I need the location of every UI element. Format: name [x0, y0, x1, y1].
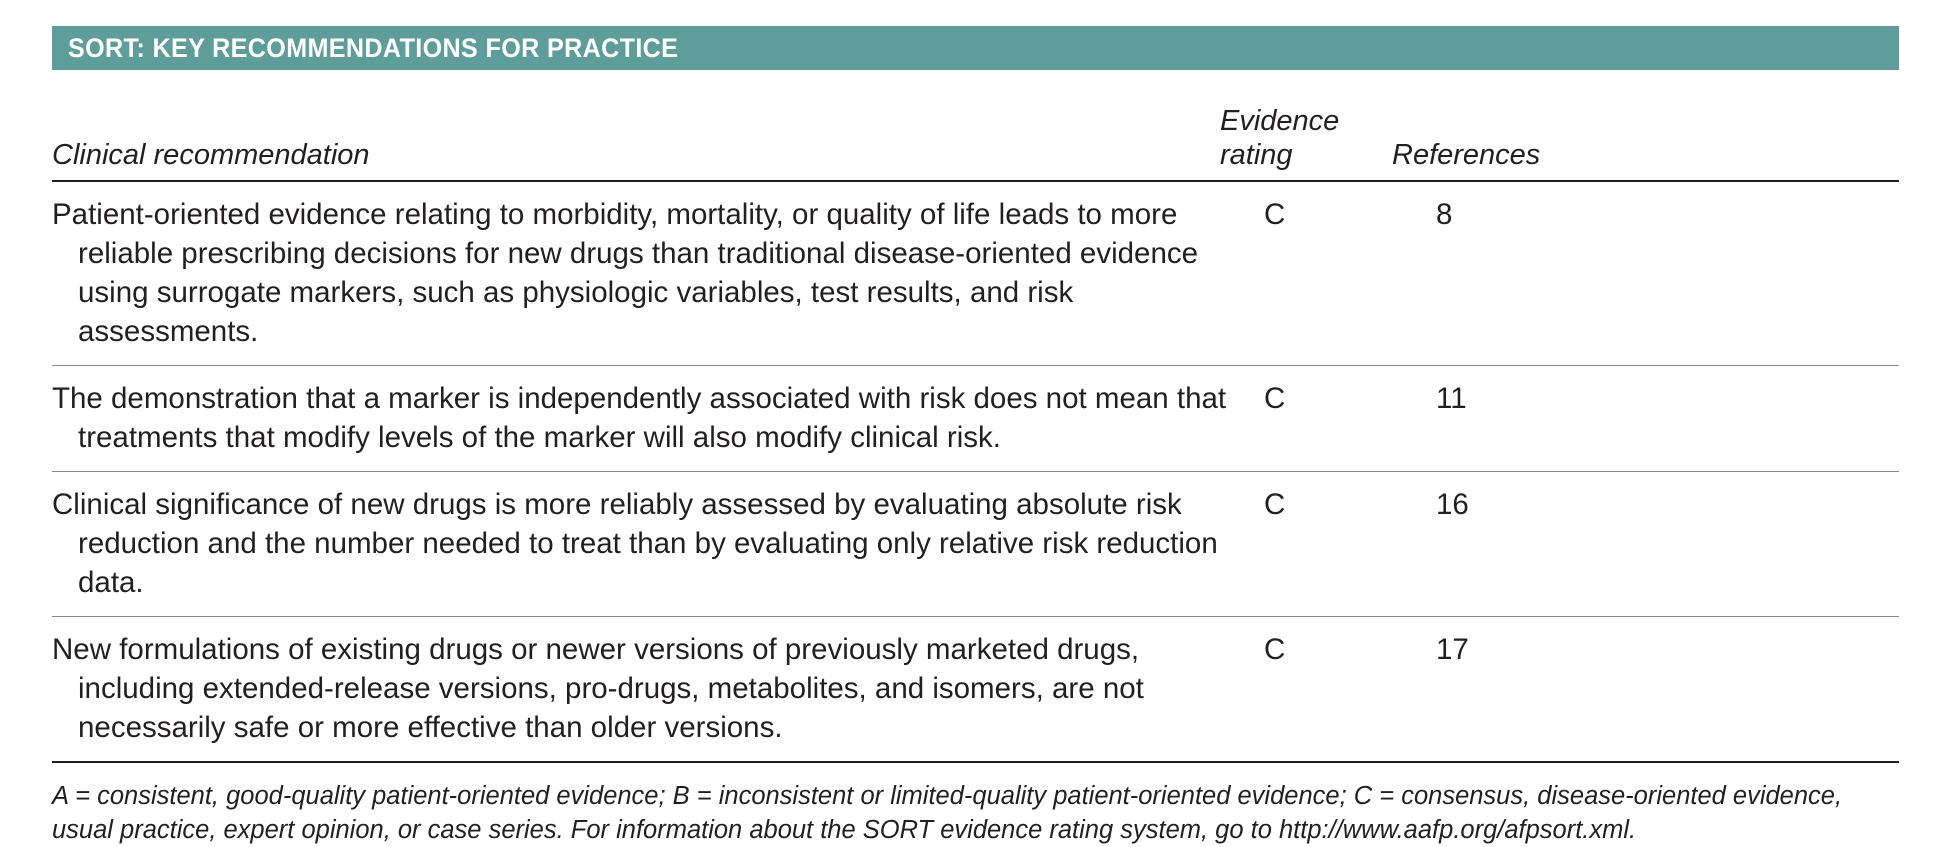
banner-title: SORT: KEY RECOMMENDATIONS FOR PRACTICE [68, 32, 679, 63]
table-row [52, 472, 1899, 616]
column-header-clinical-recommendation: Clinical recommendation [52, 139, 370, 172]
footnote-text: A = consistent, good-quality patient-oriented evidence; B = inconsistent or limited-quality patient-oriented evidence; C = consensus, disease-oriented evidence, usual practice, expert opinion, or case series. For information about the SORT evidence rating system, go to http://www.aafp.org/afpsort.xml. [52, 781, 1843, 844]
table-row [52, 182, 1899, 365]
cell-clinical-recommendation: New formulations of existing drugs or newer versions of previously marketed drugs, including extended-release versions, pro-drugs, metabolites, and isomers, are not necessarily safe or more effective than older versions. [52, 632, 1144, 744]
cell-references: 16 [1436, 488, 1469, 522]
cell-references: 11 [1436, 382, 1467, 416]
table-row [52, 617, 1899, 761]
cell-clinical-recommendation: Patient-oriented evidence relating to morbidity, mortality, or quality of life leads to more reliable prescribing decisions for new drugs than traditional disease-oriented evidence using surrogate markers, such as physiologic variables, test results, and risk assessments. [52, 198, 1199, 349]
cell-references: 8 [1436, 198, 1453, 232]
cell-references: 17 [1436, 632, 1469, 666]
table-header-row [52, 104, 1899, 180]
cell-clinical-recommendation: Clinical significance of new drugs is more reliably assessed by evaluating absolute risk reduction and the number needed to treat than by evaluating only relative risk reduction data. [52, 488, 1218, 599]
column-header-evidence-rating [1220, 104, 1392, 172]
table-container [26, 26, 1925, 844]
column-header-references: References [1392, 139, 1541, 172]
cell-evidence-rating: C [1264, 488, 1286, 522]
cell-clinical-recommendation: The demonstration that a marker is independently associated with risk does not mean that treatments that modify levels of the marker will also modify clinical risk. [52, 382, 1227, 455]
table-banner [52, 26, 1899, 70]
column-header-evidence-rating-line1: Evidence [1220, 105, 1340, 137]
table-row [52, 366, 1899, 471]
column-header-evidence-rating-line2: rating [1220, 139, 1293, 172]
cell-evidence-rating: C [1264, 198, 1286, 232]
footnote-divider-rule [52, 761, 1899, 763]
cell-evidence-rating: C [1264, 632, 1286, 666]
cell-evidence-rating: C [1264, 382, 1286, 416]
